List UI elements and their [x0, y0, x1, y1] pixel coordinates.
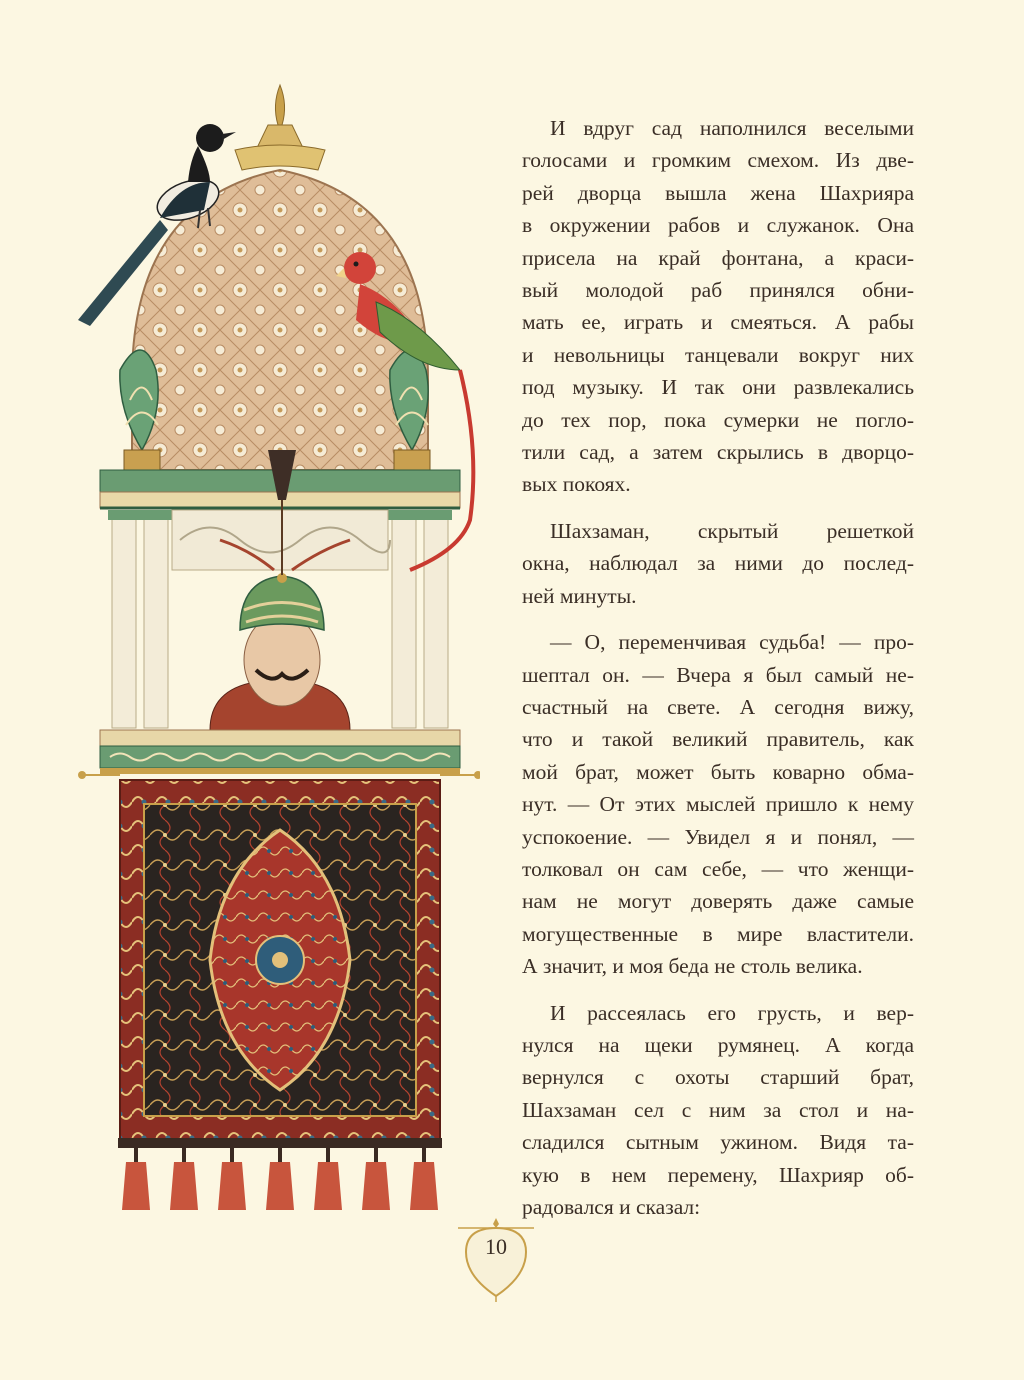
tassel-icon: [410, 1148, 438, 1210]
text-line: вернулся с охоты старший брат,: [522, 1065, 914, 1090]
text-line: могущественные в мире властители.: [522, 921, 914, 946]
carpet-icon: [118, 780, 442, 1148]
text-line: кую в нем перемену, Шахрияр об-: [522, 1162, 914, 1187]
tassel-icon: [170, 1148, 198, 1210]
text-line: присела на край фонтана, а краси-: [522, 245, 914, 270]
tassel-icon: [362, 1148, 390, 1210]
text-line: вый молодой раб принялся обни-: [522, 278, 914, 303]
text-line: в окружении рабов и служанок. Она: [522, 213, 914, 238]
text-line: счастный на свете. А сегодня вижу,: [522, 694, 914, 719]
tassel-icon: [266, 1148, 294, 1210]
text-line: до тех пор, пока сумерки не погло-: [522, 407, 914, 432]
illustration-window-carpet: [60, 70, 480, 1210]
text-line: под музыку. И так они развлекались: [522, 375, 914, 400]
carpet-tassels: [122, 1148, 438, 1210]
tassel-icon: [218, 1148, 246, 1210]
text-line: рей дворца вышла жена Шахрияра: [522, 180, 914, 205]
text-line: голосами и громким смехом. Из две-: [522, 148, 914, 173]
text-line: мой брат, может быть коварно обма-: [522, 759, 914, 784]
illustration-svg: [60, 70, 480, 1210]
text-line: окна, наблюдал за ними до послед-: [522, 551, 914, 576]
page-number-ornament: [458, 1212, 534, 1304]
text-line: нам не могут доверять даже самые: [522, 889, 914, 914]
text-line: — О, переменчивая судьба! — про-: [550, 630, 914, 655]
text-line: шептал он. — Вчера я был самый не-: [522, 662, 914, 687]
text-line: Шахзаман, скрытый решеткой: [550, 518, 914, 543]
page-number: 10: [485, 1234, 507, 1259]
text-line: Шахзаман сел с ним за стол и на-: [522, 1097, 914, 1122]
text-column: [522, 112, 914, 1237]
text-line: А значит, и моя беда не столь велика.: [522, 954, 863, 979]
text-line: вых покоях.: [522, 472, 631, 497]
dome-finial: [235, 85, 325, 170]
right-green-tower: [390, 350, 430, 472]
text-line: нулся на щеки румянец. А когда: [522, 1032, 914, 1057]
text-line: И рассеялась его грусть, и вер-: [550, 1000, 914, 1025]
text-line: мать ее, играть и смеяться. А рабы: [522, 310, 914, 335]
text-line: и невольницы танцевали вокруг них: [522, 342, 914, 367]
text-line: тили сад, а затем скрылись в дворцо-: [522, 440, 914, 465]
paragraph-1: [522, 112, 914, 501]
tassel-icon: [314, 1148, 342, 1210]
text-line: И вдруг сад наполнился веселыми: [550, 116, 914, 140]
left-green-tower: [120, 350, 160, 472]
text-line: что и такой великий правитель, как: [522, 727, 914, 752]
text-line: нут. — От этих мыслей пришло к нему: [522, 792, 914, 817]
text-line: сладился сытным ужином. Видя та-: [522, 1130, 914, 1155]
tassel-icon: [122, 1148, 150, 1210]
text-line: успокоение. — Увидел я и понял, —: [522, 824, 914, 849]
text-line: радовался и сказал:: [522, 1195, 701, 1219]
paragraph-4: [522, 997, 914, 1224]
text-line: ней минуты.: [522, 583, 637, 608]
text-line: толковал он сам себе, — что женщи-: [522, 856, 914, 881]
balcony-parapet: [78, 730, 480, 779]
paragraph-3: [522, 626, 914, 982]
paragraph-2: [522, 515, 914, 612]
